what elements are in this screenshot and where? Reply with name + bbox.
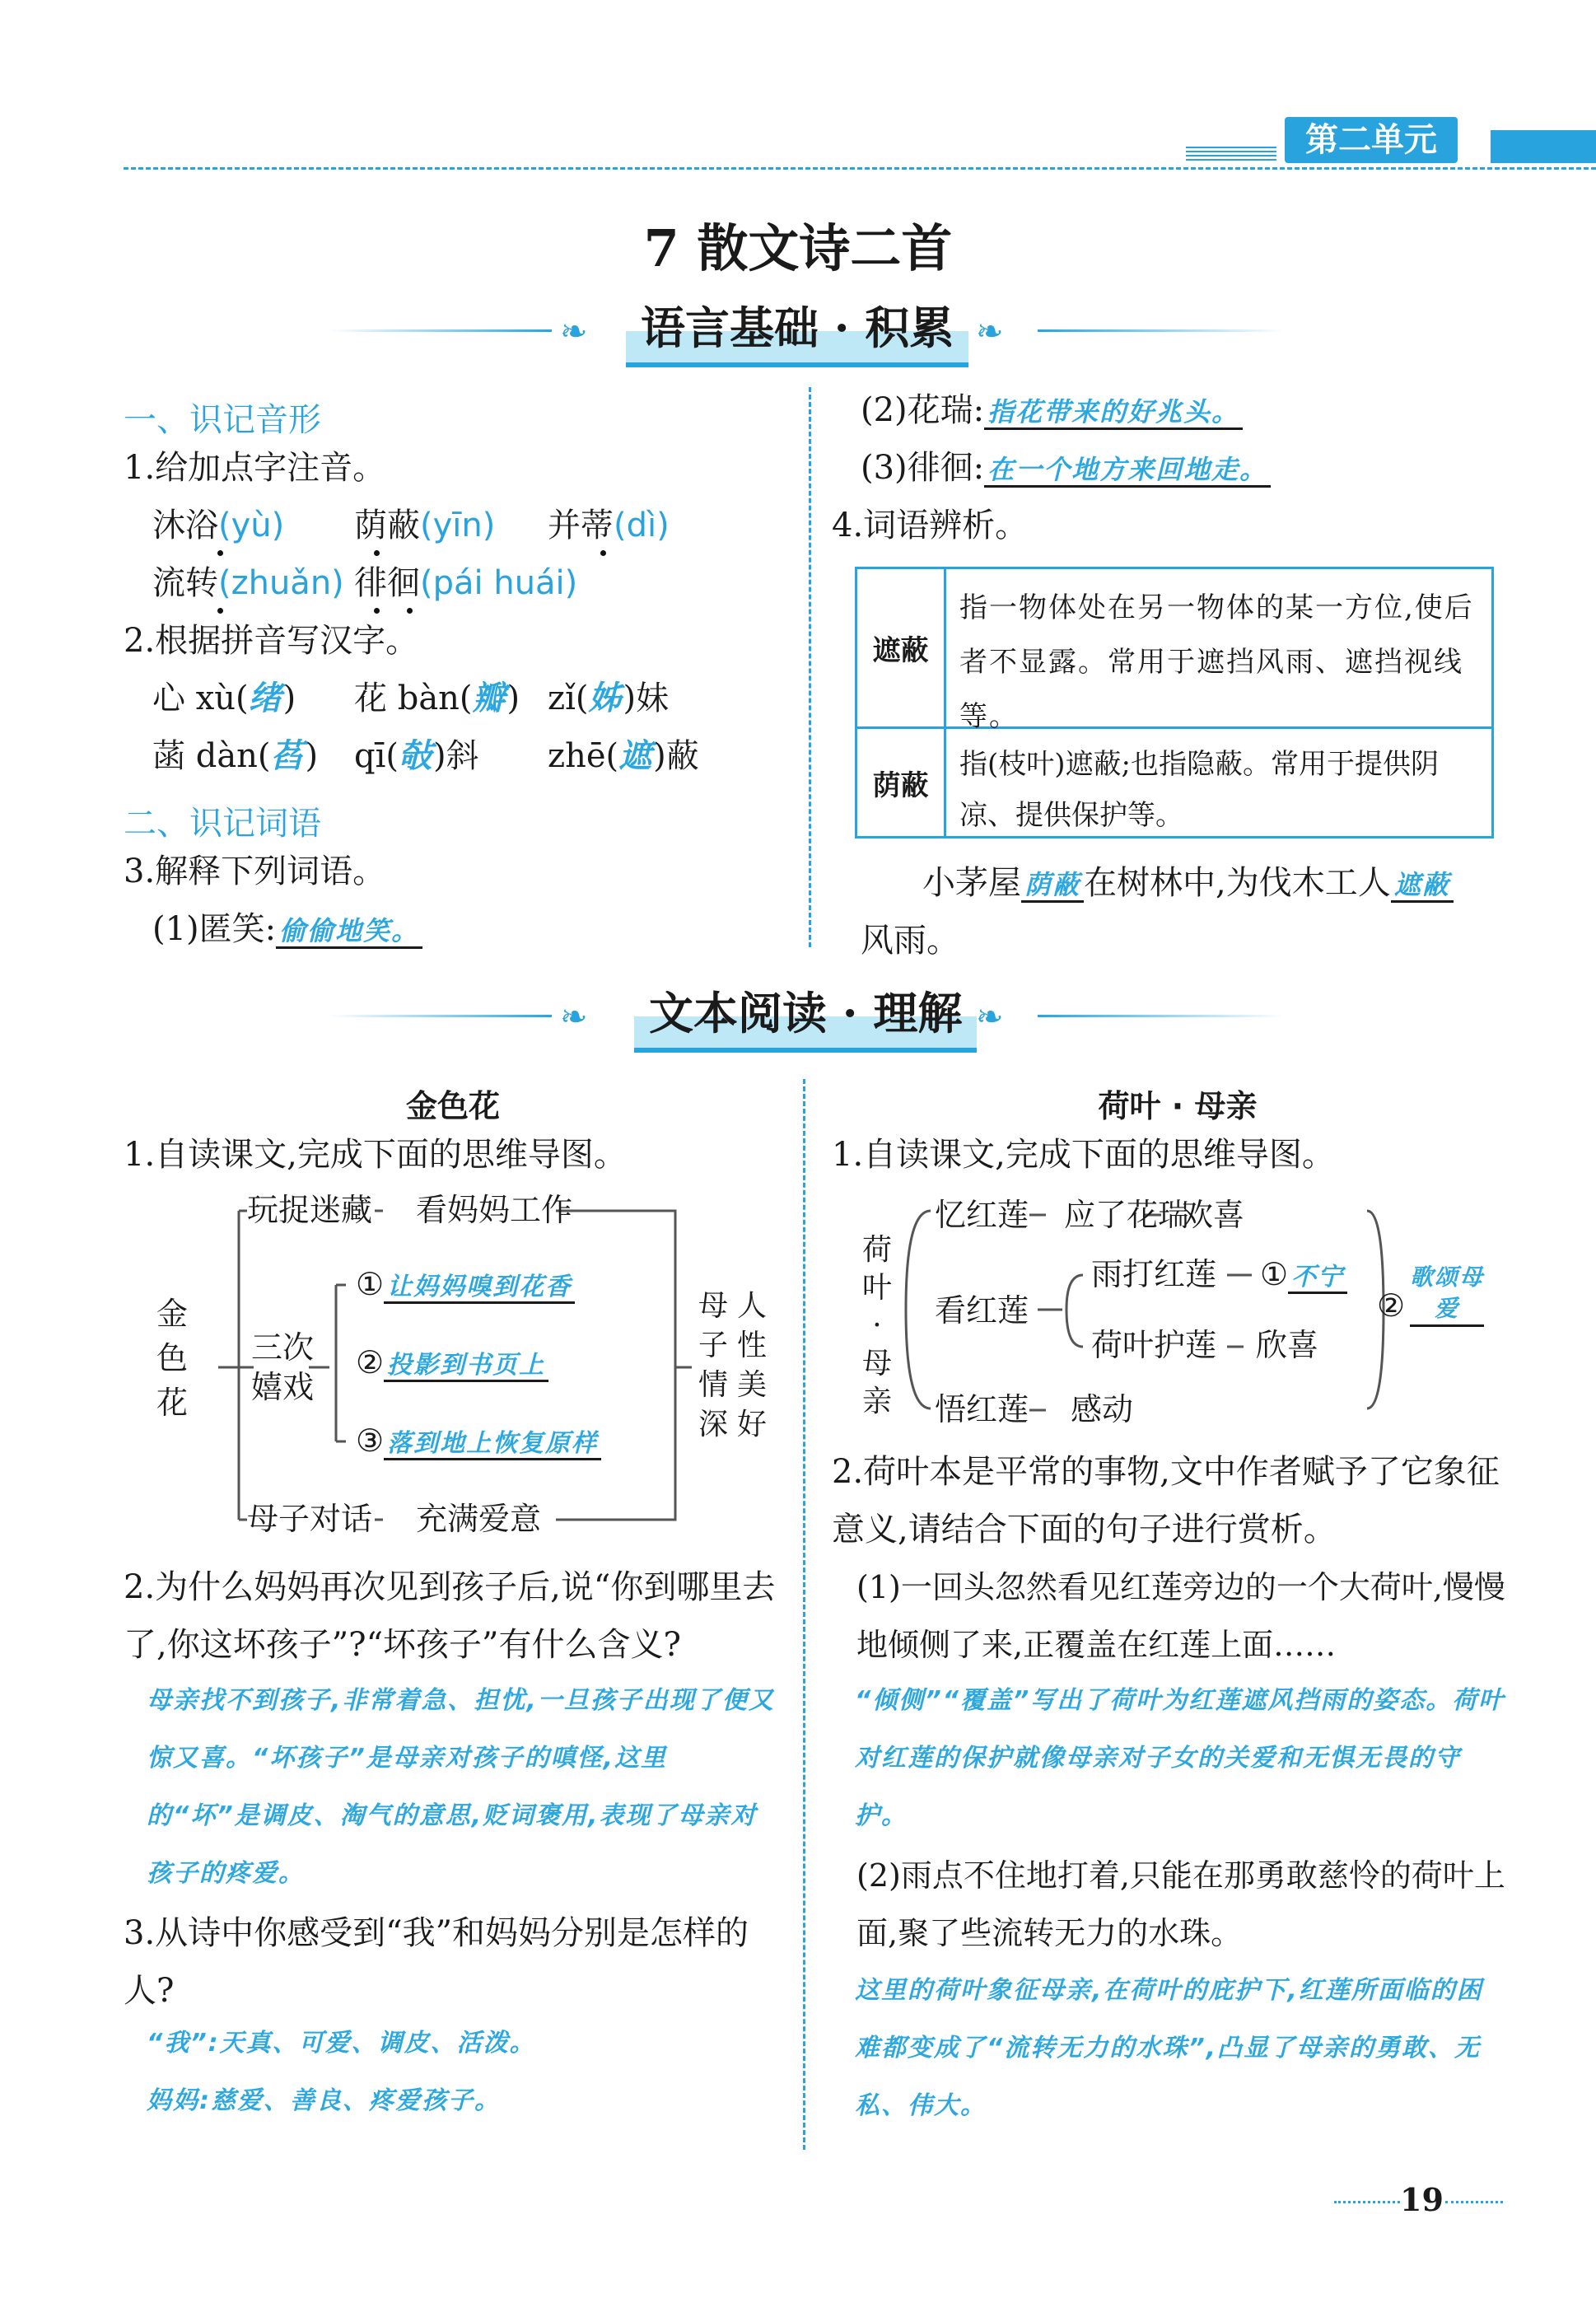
mind-map-conclusion: 歌颂母爱: [1410, 1262, 1484, 1327]
section-heading: 二、识记词语: [124, 805, 321, 843]
question-1: 1.给加点字注音。: [124, 449, 386, 487]
mind-map-node: 雨打红莲: [1091, 1256, 1217, 1292]
emphasis-dot: [217, 550, 223, 556]
write-item: 花 bàn(瓣): [354, 680, 520, 717]
mind-map-node: 荷叶护莲: [1091, 1327, 1217, 1363]
pinyin-item: 流转(zhuǎn): [152, 564, 344, 602]
table-definition: 指一物体处在另一物体的某一方位,使后者不显露。常用于遮挡风雨、遮挡视线等。: [946, 569, 1491, 729]
header-stripes: [1186, 147, 1276, 163]
ornament-icon: ❧: [976, 313, 1004, 351]
unit-label: 第二单元: [1285, 117, 1458, 163]
ornament-icon: ❧: [560, 998, 588, 1036]
emphasis-dot: [374, 550, 380, 556]
fill-sentence: 小茅屋 荫蔽 在树林中,为伐木工人 遮蔽: [922, 867, 1454, 899]
banner-title: 语言基础 · 积累: [626, 293, 968, 367]
emphasis-dot: [600, 550, 606, 556]
pinyin-item: 荫蔽(yīn): [354, 507, 496, 544]
question-3: 3.解释下列词语。: [124, 853, 386, 890]
mind-map-branch: ① 不宁: [1260, 1259, 1347, 1290]
pinyin-item: 沐浴(yù): [152, 507, 285, 544]
mind-map-node: 充满爱意: [416, 1501, 542, 1537]
mind-map-node: 玩捉迷藏: [247, 1192, 373, 1228]
table-word: 荫蔽: [857, 729, 946, 836]
header-dashed-line: [124, 167, 1596, 170]
question: 3.从诗中你感受到“我”和妈妈分别是怎样的人?: [124, 1914, 749, 2010]
mind-map-conclusion: 人性美好: [737, 1289, 768, 1441]
definition-2: (2)花瑞: 指花带来的好兆头。: [861, 394, 1243, 427]
write-item: 心 xù(绪): [152, 680, 296, 717]
mind-map-node: 三次嬉戏: [251, 1329, 315, 1405]
answer: 妈妈:慈爱、善良、疼爱孩子。: [147, 2086, 501, 2115]
mind-map-branch: ① 让妈妈嗅到花香: [356, 1268, 575, 1300]
mind-map-node: 母子对话: [247, 1501, 373, 1537]
mind-map-node: 悟红莲: [935, 1391, 1029, 1427]
answer: 这里的荷叶象征母亲,在荷叶的庇护下,红莲所面临的困难都变成了“流转无力的水珠”,凸显了母亲的勇敢、无私、伟大。: [855, 1976, 1483, 2120]
question: 2.荷叶本是平常的事物,文中作者赋予了它象征意义,请结合下面的句子进行赏析。: [832, 1453, 1500, 1549]
definition-1: (1)匿笑: 偷偷地笑。: [152, 913, 422, 946]
mind-map-root: 荷叶·母亲: [861, 1233, 892, 1418]
write-item: zhē(遮)蔽: [548, 737, 699, 775]
mind-map-node: 应了花瑞: [1064, 1197, 1190, 1233]
question-4: 4.词语辨析。: [832, 507, 1029, 544]
mind-map-root: 金色花: [156, 1296, 189, 1421]
poem-title: 荷叶 · 母亲: [1098, 1088, 1258, 1124]
answer: “我”:天真、可爱、调皮、活泼。: [147, 2029, 536, 2058]
fill-sentence-cont: 风雨。: [861, 922, 959, 960]
emphasis-dot: [217, 608, 223, 614]
question: 1.自读课文,完成下面的思维导图。: [124, 1136, 627, 1174]
mind-map-node: 看妈妈工作: [416, 1192, 573, 1228]
poem-title: 金色花: [405, 1088, 500, 1124]
word-comparison-table: [855, 567, 1494, 839]
header-block: [1491, 130, 1596, 163]
answer: 母亲找不到孩子,非常着急、担忧,一旦孩子出现了便又惊又喜。“坏孩子”是母亲对孩子的嗔怪,这里的“坏”是调皮、淘气的意思,贬词褒用,表现了母亲对孩子的疼爱。: [147, 1686, 775, 1888]
question-2: 2.根据拼音写汉字。: [124, 622, 419, 660]
section-banner-1: [0, 293, 1596, 367]
section-banner-2: [0, 979, 1596, 1053]
page-number: 19: [1400, 2181, 1444, 2218]
mind-map-conclusion: 母子情深: [698, 1289, 729, 1441]
mind-map-node: 欢喜: [1182, 1197, 1245, 1233]
answer: “倾侧”“覆盖”写出了荷叶为红莲遮风挡雨的姿态。荷叶对红莲的保护就像母亲对子女的关爱和无惧无畏的守护。: [855, 1686, 1505, 1830]
emphasis-dot: [407, 608, 413, 614]
quoted-sentence: (1)一回头忽然看见红莲旁边的一个大荷叶,慢慢地倾侧了来,正覆盖在红莲上面……: [856, 1569, 1505, 1663]
page-number-dots: [1445, 2201, 1503, 2203]
table-word: 遮蔽: [857, 569, 946, 729]
mind-map-node: 感动: [1071, 1391, 1134, 1427]
definition-3: (3)徘徊: 在一个地方来回地走。: [861, 451, 1271, 484]
table-definition: 指(枝叶)遮蔽;也指隐蔽。常用于提供阴凉、提供保护等。: [959, 748, 1439, 832]
lesson-title: 7 散文诗二首: [643, 218, 953, 278]
ornament-icon: ❧: [560, 313, 588, 351]
column-divider: [803, 1079, 805, 2150]
ornament-icon: ❧: [976, 998, 1004, 1036]
quoted-sentence: (2)雨点不住地打着,只能在那勇敢慈怜的荷叶上面,聚了些流转无力的水珠。: [856, 1857, 1505, 1951]
question: 1.自读课文,完成下面的思维导图。: [832, 1136, 1335, 1174]
pinyin-item: 并蒂(dì): [548, 507, 670, 544]
mind-map-branch: ③ 落到地上恢复原样: [356, 1425, 601, 1456]
write-item: 菡 dàn(萏): [152, 737, 319, 775]
section-heading: 一、识记音形: [124, 401, 321, 439]
page-number-dots: [1334, 2201, 1400, 2203]
write-item: zǐ(姊)妹: [548, 680, 670, 717]
emphasis-dot: [374, 608, 380, 614]
pinyin-item: 徘徊(pái huái): [354, 564, 578, 602]
question: 2.为什么妈妈再次见到孩子后,说“你到哪里去了,你这坏孩子”?“坏孩子”有什么含义?: [124, 1568, 776, 1664]
mind-map-branch: ② 投影到书页上: [356, 1347, 548, 1378]
mind-map-conclusion-num: ②: [1377, 1287, 1406, 1324]
mind-map-node: 欣喜: [1256, 1327, 1319, 1363]
write-item: qī(敧)斜: [354, 737, 479, 775]
mind-map-node: 看红莲: [935, 1292, 1029, 1329]
mind-map-node: 忆红莲: [935, 1197, 1029, 1233]
banner-title: 文本阅读 · 理解: [634, 979, 977, 1053]
column-divider: [809, 387, 811, 947]
